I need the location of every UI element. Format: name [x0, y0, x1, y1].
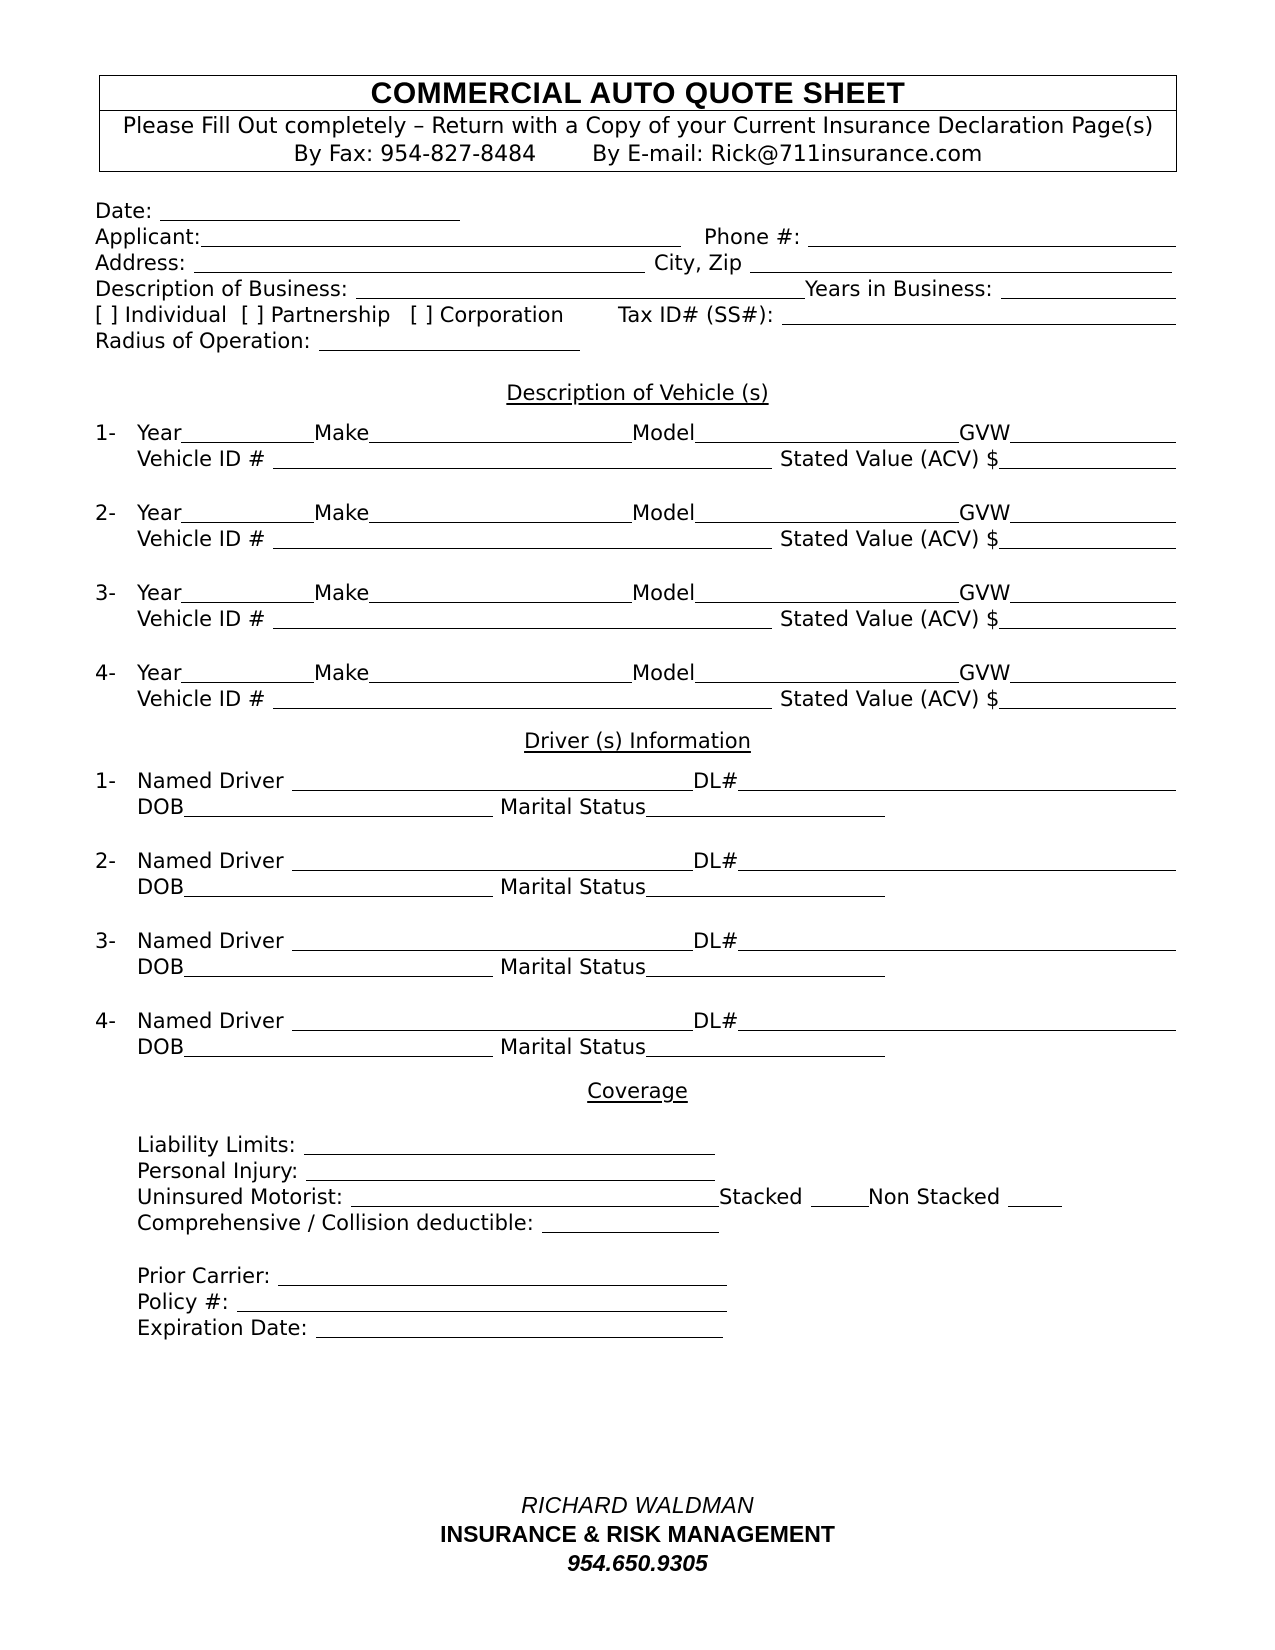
- dob-label: DOB: [137, 1035, 185, 1059]
- stated-value-label: Stated Value (ACV) $: [780, 607, 1000, 631]
- named-driver-row: [137, 848, 693, 874]
- year-label: Year: [137, 501, 182, 525]
- vehicle-id-label: Vehicle ID #: [137, 447, 266, 471]
- years-field[interactable]: [1001, 297, 1176, 299]
- stated-value-label: Stated Value (ACV) $: [780, 527, 1000, 551]
- stated-value-field[interactable]: [999, 547, 1176, 549]
- policy-row: [137, 1289, 727, 1315]
- years-row: [805, 276, 1176, 302]
- vehicle-make-row: [314, 660, 632, 686]
- non-stacked-field[interactable]: [1008, 1205, 1062, 1207]
- vehicle-number: 4-: [95, 661, 116, 685]
- date-label: Date:: [95, 199, 153, 223]
- vehicle-value-row: [780, 446, 1176, 472]
- stated-value-field[interactable]: [999, 707, 1176, 709]
- dl-label: DL#: [693, 929, 739, 953]
- vehicle-model-field[interactable]: [695, 601, 959, 603]
- make-label: Make: [314, 421, 370, 445]
- agency-phone: 954.650.9305: [567, 1550, 708, 1576]
- entity-individual-checkbox[interactable]: [ ] Individual: [95, 303, 228, 327]
- address-label: Address:: [95, 251, 186, 275]
- stacked-field[interactable]: [811, 1205, 869, 1207]
- driver-number: 1-: [95, 769, 116, 793]
- phone-row: [704, 224, 1176, 250]
- vehicle-number: 1-: [95, 421, 116, 445]
- stated-value-label: Stated Value (ACV) $: [780, 447, 1000, 471]
- dob-row: [137, 1034, 493, 1060]
- dl-label: DL#: [693, 849, 739, 873]
- named-driver-label: Named Driver: [137, 849, 284, 873]
- agent-name: RICHARD WALDMAN: [521, 1492, 754, 1518]
- radius-field[interactable]: [319, 349, 580, 351]
- named-driver-label: Named Driver: [137, 1009, 284, 1033]
- expiration-label: Expiration Date:: [137, 1316, 308, 1340]
- non-stacked-label: Non Stacked: [868, 1185, 1001, 1209]
- named-driver-row: [137, 928, 693, 954]
- instructions-text: Please Fill Out completely – Return with a Copy of your Current Insurance Declaration Page(s): [122, 114, 1154, 139]
- vehicle-value-row: [780, 606, 1176, 632]
- marital-status-field[interactable]: [646, 895, 885, 897]
- dob-label: DOB: [137, 875, 185, 899]
- dl-field[interactable]: [738, 869, 1176, 871]
- vehicle-gvw-row: [959, 580, 1176, 606]
- vehicle-id-field[interactable]: [273, 467, 772, 469]
- vehicle-year-field[interactable]: [181, 521, 314, 523]
- vehicle-gvw-field[interactable]: [1010, 681, 1176, 683]
- vehicle-model-field[interactable]: [695, 521, 959, 523]
- phone-field[interactable]: [808, 245, 1176, 247]
- vehicle-model-row: [632, 660, 959, 686]
- uninsured-field[interactable]: [351, 1205, 719, 1207]
- vehicle-model-row: [632, 580, 959, 606]
- driver-number: 3-: [95, 929, 116, 953]
- radius-row: [95, 328, 580, 354]
- drivers-heading: Driver (s) Information: [524, 729, 751, 753]
- vehicle-id-label: Vehicle ID #: [137, 687, 266, 711]
- applicant-label: Applicant:: [95, 225, 201, 249]
- driver-number: 2-: [95, 849, 116, 873]
- entity-partnership-checkbox[interactable]: [ ] Partnership: [241, 303, 391, 327]
- stacked-row: [719, 1184, 869, 1210]
- phone-label: Phone #:: [704, 225, 801, 249]
- liability-field[interactable]: [304, 1153, 715, 1155]
- named-driver-label: Named Driver: [137, 929, 284, 953]
- model-label: Model: [632, 661, 696, 685]
- dob-label: DOB: [137, 955, 185, 979]
- business-description-row: [95, 276, 805, 302]
- vehicle-gvw-field[interactable]: [1010, 601, 1176, 603]
- dl-label: DL#: [693, 769, 739, 793]
- vehicle-make-row: [314, 420, 632, 446]
- dob-field[interactable]: [184, 1055, 493, 1057]
- marital-status-field[interactable]: [646, 975, 885, 977]
- year-label: Year: [137, 421, 182, 445]
- marital-status-label: Marital Status: [500, 955, 646, 979]
- deductible-label: Comprehensive / Collision deductible:: [137, 1211, 534, 1235]
- vehicle-model-row: [632, 420, 959, 446]
- named-driver-field[interactable]: [292, 1029, 693, 1031]
- uninsured-row: [137, 1184, 719, 1210]
- dob-field[interactable]: [184, 895, 493, 897]
- gvw-label: GVW: [959, 421, 1011, 445]
- liability-label: Liability Limits:: [137, 1133, 296, 1157]
- gvw-label: GVW: [959, 501, 1011, 525]
- vehicle-year-field[interactable]: [181, 601, 314, 603]
- prior-carrier-label: Prior Carrier:: [137, 1264, 271, 1288]
- vehicle-value-row: [780, 526, 1176, 552]
- vehicle-make-field[interactable]: [369, 441, 632, 443]
- radius-label: Radius of Operation:: [95, 329, 311, 353]
- personal-injury-row: [137, 1158, 715, 1184]
- marital-status-field[interactable]: [646, 815, 885, 817]
- vehicle-id-field[interactable]: [273, 547, 772, 549]
- years-label: Years in Business:: [805, 277, 993, 301]
- marital-status-label: Marital Status: [500, 875, 646, 899]
- policy-label: Policy #:: [137, 1290, 229, 1314]
- prior-carrier-field[interactable]: [278, 1284, 727, 1286]
- vehicle-number: 3-: [95, 581, 116, 605]
- business-description-field[interactable]: [356, 297, 805, 299]
- year-label: Year: [137, 581, 182, 605]
- fax-text: By Fax: 954-827-8484: [293, 142, 537, 167]
- model-label: Model: [632, 421, 696, 445]
- deductible-field[interactable]: [542, 1231, 719, 1233]
- dl-field[interactable]: [738, 789, 1176, 791]
- vehicle-gvw-field[interactable]: [1010, 441, 1176, 443]
- dl-row: [693, 848, 1176, 874]
- vehicle-year-row: [137, 660, 314, 686]
- vehicle-value-row: [780, 686, 1176, 712]
- date-row: [95, 198, 460, 224]
- make-label: Make: [314, 661, 370, 685]
- policy-field[interactable]: [237, 1310, 727, 1312]
- dob-label: DOB: [137, 795, 185, 819]
- city-zip-label: City, Zip: [654, 251, 743, 275]
- stated-value-field[interactable]: [999, 627, 1176, 629]
- personal-injury-label: Personal Injury:: [137, 1159, 299, 1183]
- vehicle-year-row: [137, 500, 314, 526]
- header-box: [99, 75, 1177, 172]
- vehicle-make-field[interactable]: [369, 601, 632, 603]
- stated-value-field[interactable]: [999, 467, 1176, 469]
- vehicle-gvw-field[interactable]: [1010, 521, 1176, 523]
- email-text: By E-mail: Rick@711insurance.com: [592, 142, 983, 167]
- dl-row: [693, 768, 1176, 794]
- named-driver-field[interactable]: [292, 789, 693, 791]
- entity-corporation-checkbox[interactable]: [ ] Corporation: [410, 303, 564, 327]
- vehicle-model-field[interactable]: [695, 681, 959, 683]
- business-description-label: Description of Business:: [95, 277, 348, 301]
- dob-row: [137, 794, 493, 820]
- dl-field[interactable]: [738, 1029, 1176, 1031]
- vehicle-make-field[interactable]: [369, 521, 632, 523]
- make-label: Make: [314, 581, 370, 605]
- named-driver-row: [137, 768, 693, 794]
- agency-name: INSURANCE & RISK MANAGEMENT: [440, 1521, 835, 1547]
- city-zip-row: [654, 250, 1172, 276]
- prior-carrier-row: [137, 1263, 727, 1289]
- gvw-label: GVW: [959, 661, 1011, 685]
- marital-status-row: [500, 874, 885, 900]
- city-zip-field[interactable]: [750, 271, 1172, 273]
- marital-status-row: [500, 954, 885, 980]
- expiration-field[interactable]: [316, 1336, 723, 1338]
- dl-label: DL#: [693, 1009, 739, 1033]
- contact-line: [100, 142, 1176, 168]
- expiration-row: [137, 1315, 723, 1341]
- stated-value-label: Stated Value (ACV) $: [780, 687, 1000, 711]
- vehicle-gvw-row: [959, 500, 1176, 526]
- named-driver-label: Named Driver: [137, 769, 284, 793]
- model-label: Model: [632, 581, 696, 605]
- tax-id-row: [618, 302, 1176, 328]
- form-title: COMMERCIAL AUTO QUOTE SHEET: [100, 76, 1176, 111]
- model-label: Model: [632, 501, 696, 525]
- marital-status-row: [500, 1034, 885, 1060]
- stacked-label: Stacked: [719, 1185, 803, 1209]
- tax-id-field[interactable]: [782, 323, 1176, 325]
- address-row: [95, 250, 645, 276]
- tax-id-label: Tax ID# (SS#):: [618, 303, 774, 327]
- vehicle-make-row: [314, 580, 632, 606]
- applicant-row: [95, 224, 681, 250]
- vehicle-gvw-row: [959, 660, 1176, 686]
- vehicle-id-row: [137, 526, 772, 552]
- dob-field[interactable]: [184, 815, 493, 817]
- vehicle-model-row: [632, 500, 959, 526]
- vehicle-number: 2-: [95, 501, 116, 525]
- marital-status-label: Marital Status: [500, 795, 646, 819]
- vehicle-gvw-row: [959, 420, 1176, 446]
- applicant-field[interactable]: [201, 245, 681, 247]
- dob-row: [137, 954, 493, 980]
- vehicle-id-label: Vehicle ID #: [137, 607, 266, 631]
- named-driver-field[interactable]: [292, 869, 693, 871]
- vehicle-make-field[interactable]: [369, 681, 632, 683]
- make-label: Make: [314, 501, 370, 525]
- address-field[interactable]: [194, 271, 645, 273]
- vehicles-heading: Description of Vehicle (s): [506, 381, 769, 405]
- driver-number: 4-: [95, 1009, 116, 1033]
- marital-status-label: Marital Status: [500, 1035, 646, 1059]
- vehicle-id-row: [137, 686, 772, 712]
- vehicle-id-row: [137, 606, 772, 632]
- vehicle-id-row: [137, 446, 772, 472]
- deductible-row: [137, 1210, 719, 1236]
- uninsured-label: Uninsured Motorist:: [137, 1185, 343, 1209]
- date-field[interactable]: [160, 219, 460, 221]
- vehicle-id-field[interactable]: [273, 627, 772, 629]
- named-driver-field[interactable]: [292, 949, 693, 951]
- gvw-label: GVW: [959, 581, 1011, 605]
- non-stacked-row: [868, 1184, 1062, 1210]
- vehicle-id-label: Vehicle ID #: [137, 527, 266, 551]
- vehicle-year-field[interactable]: [181, 441, 314, 443]
- vehicle-make-row: [314, 500, 632, 526]
- marital-status-field[interactable]: [646, 1055, 885, 1057]
- dob-row: [137, 874, 493, 900]
- dl-row: [693, 1008, 1176, 1034]
- year-label: Year: [137, 661, 182, 685]
- dl-row: [693, 928, 1176, 954]
- coverage-heading: Coverage: [587, 1079, 688, 1103]
- personal-injury-field[interactable]: [306, 1179, 715, 1181]
- liability-row: [137, 1132, 715, 1158]
- vehicle-id-field[interactable]: [273, 707, 772, 709]
- vehicle-model-field[interactable]: [695, 441, 959, 443]
- dob-field[interactable]: [184, 975, 493, 977]
- marital-status-row: [500, 794, 885, 820]
- dl-field[interactable]: [738, 949, 1176, 951]
- vehicle-year-row: [137, 580, 314, 606]
- vehicle-year-field[interactable]: [181, 681, 314, 683]
- named-driver-row: [137, 1008, 693, 1034]
- vehicle-year-row: [137, 420, 314, 446]
